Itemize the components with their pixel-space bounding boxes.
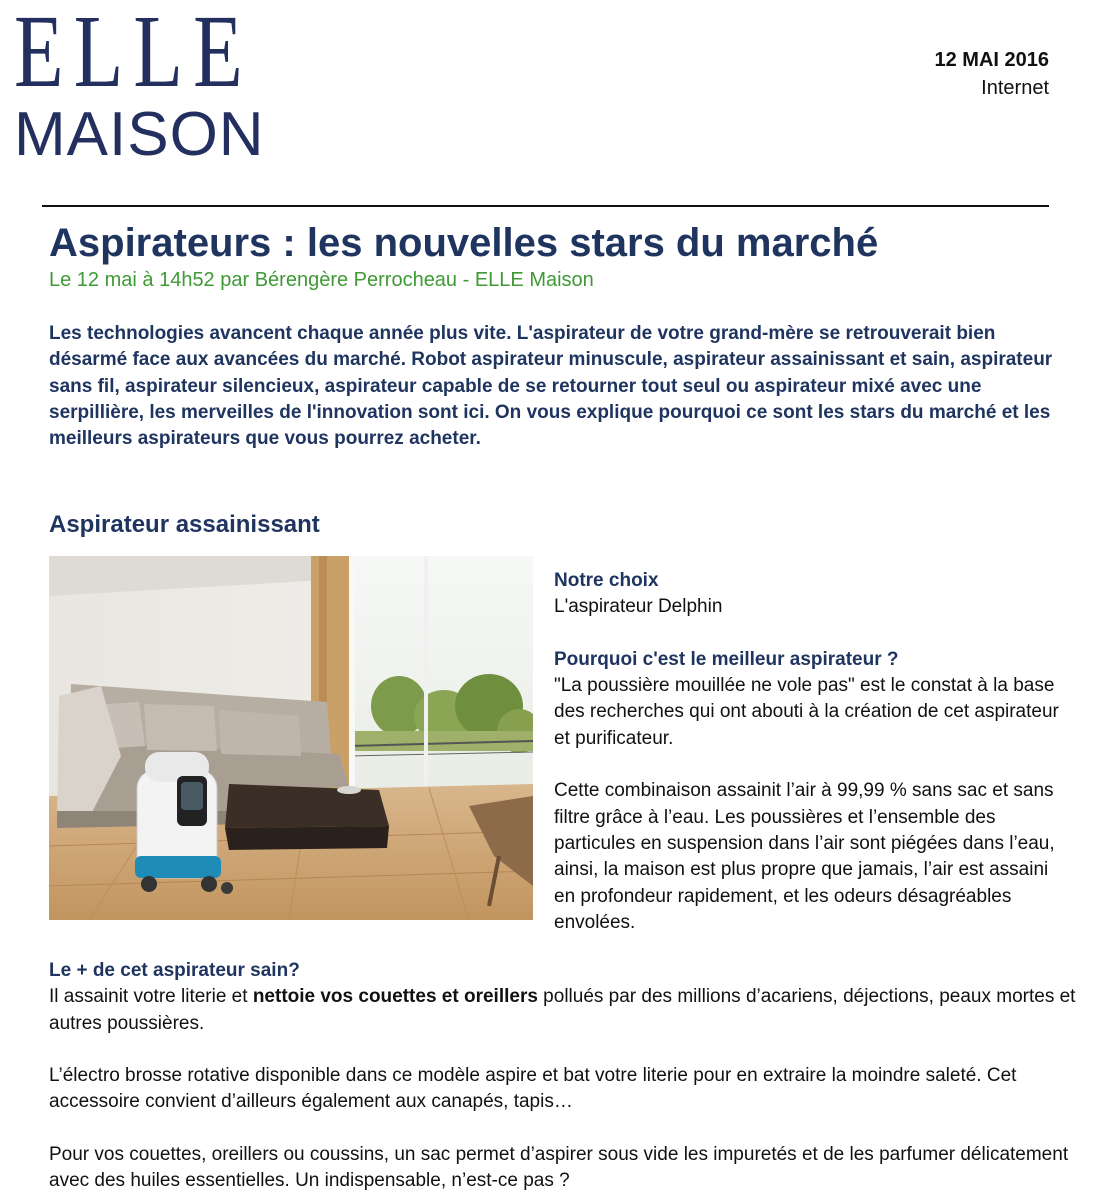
section-title: Aspirateur assainissant	[49, 511, 320, 538]
logo-maison-wordmark: MAISON	[14, 100, 265, 169]
dateline	[934, 46, 1049, 102]
plus-paragraph-3: Pour vos couettes, oreillers ou coussins, un sac permet d’aspirer sous vide les impuretés et de les parfumer délicatement avec des huiles essentielles. Un indispensable, n’est-ce pas ?	[49, 1144, 1069, 1192]
elle-maison-logo	[14, 0, 284, 170]
choice-heading: Notre choix	[554, 570, 659, 591]
why-paragraph-2: Cette combinaison assainit l’air à 99,99 % sans sac et sans filtre grâce à l’eau. Les poussières et l’ensemble des particules en suspension dans l’air sont piégées dans l’eau, ainsi, la maison est plus propre que jamais, l’air est assaini en profondeur rapidement, et les odeurs désagréables envolées.	[554, 780, 1055, 933]
article-headline: Aspirateurs : les nouvelles stars du marché	[49, 221, 879, 265]
logo-elle-wordmark: ELLE	[14, 0, 253, 109]
plus-paragraph-2: L’électro brosse rotative disponible dans ce modèle aspire et bat votre literie pour en extraire la moindre saleté. Cet accessoire convient d’ailleurs également aux canapés, tapis…	[49, 1065, 1017, 1113]
choice-product: L'aspirateur Delphin	[554, 596, 723, 618]
plus-highlight: nettoie vos couettes et oreillers	[252, 986, 538, 1008]
plus-paragraph-1: Il assainit votre literie et nettoie vos couettes et oreillers pollués par des millions d’acariens, déjections, peaux mortes et autres poussières.	[49, 986, 1076, 1034]
publication-date: 12 MAI 2016	[934, 49, 1049, 71]
article-lead: Les technologies avancent chaque année plus vite. L'aspirateur de votre grand-mère se retrouverait bien désarmé face aux avancées du marché. Robot aspirateur minuscule, aspirateur assainissant et sain, aspirateur sans fil, aspirateur silencieux, aspirateur capable de se retourner tout seul ou aspirateur mixé avec une serpillière, les merveilles de l'innovation sont ici. On vous explique pourquoi ce sont les stars du marché et les meilleurs aspirateurs que vous pourrez acheter.	[49, 323, 1053, 450]
header-divider	[42, 205, 1049, 207]
why-paragraph-1: "La poussière mouillée ne vole pas" est le constat à la base des recherches qui ont abouti à la création de cet aspirateur et purificateur.	[554, 675, 1059, 749]
article-byline: Le 12 mai à 14h52 par Bérengère Perrocheau - ELLE Maison	[49, 269, 594, 291]
why-heading: Pourquoi c'est le meilleur aspirateur ?	[554, 648, 899, 670]
living-room-vacuum-photo	[49, 556, 533, 920]
product-summary	[554, 568, 1074, 936]
article-body	[49, 958, 1089, 1195]
plus-heading: Le + de cet aspirateur sain?	[49, 960, 300, 981]
publication-medium: Internet	[981, 77, 1049, 99]
